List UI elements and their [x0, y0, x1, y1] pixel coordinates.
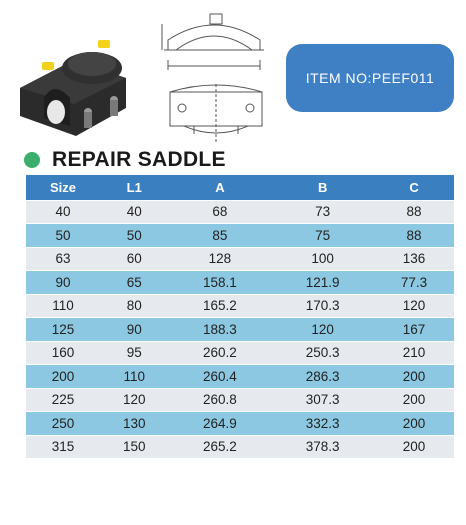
cell-l1: 130 — [100, 412, 169, 436]
cell-l1: 90 — [100, 318, 169, 342]
cell-l1: 65 — [100, 271, 169, 295]
header-c: C — [374, 175, 454, 200]
header-a: A — [169, 175, 272, 200]
cell-l1: 50 — [100, 224, 169, 248]
cell-c: 77.3 — [374, 271, 454, 295]
header-b: B — [271, 175, 374, 200]
cell-b: 307.3 — [271, 388, 374, 412]
cell-l1: 60 — [100, 247, 169, 271]
cell-b: 378.3 — [271, 435, 374, 459]
bullet-icon — [24, 152, 40, 168]
section-header — [24, 148, 226, 172]
technical-drawing-side — [158, 10, 270, 80]
cell-a: 158.1 — [169, 271, 272, 295]
dimensions-table — [26, 175, 454, 459]
cell-c: 200 — [374, 412, 454, 436]
cell-l1: 40 — [100, 200, 169, 224]
cell-c: 200 — [374, 365, 454, 389]
cell-size: 63 — [26, 247, 100, 271]
item-number-badge — [286, 44, 454, 112]
cell-c: 210 — [374, 341, 454, 365]
table-row — [26, 271, 454, 295]
cell-b: 120 — [271, 318, 374, 342]
table-row — [26, 412, 454, 436]
cell-size: 90 — [26, 271, 100, 295]
cell-c: 136 — [374, 247, 454, 271]
technical-drawing-front — [164, 78, 268, 148]
table-row — [26, 435, 454, 459]
cell-b: 121.9 — [271, 271, 374, 295]
table-row — [26, 247, 454, 271]
cell-b: 100 — [271, 247, 374, 271]
cell-b: 332.3 — [271, 412, 374, 436]
cell-a: 260.4 — [169, 365, 272, 389]
cell-b: 286.3 — [271, 365, 374, 389]
cell-a: 265.2 — [169, 435, 272, 459]
cell-size: 110 — [26, 294, 100, 318]
cell-c: 200 — [374, 435, 454, 459]
cell-size: 200 — [26, 365, 100, 389]
cell-c: 167 — [374, 318, 454, 342]
cell-l1: 150 — [100, 435, 169, 459]
table-row — [26, 388, 454, 412]
cell-a: 260.2 — [169, 341, 272, 365]
table-row — [26, 200, 454, 224]
cell-c: 88 — [374, 200, 454, 224]
cell-l1: 120 — [100, 388, 169, 412]
cell-l1: 95 — [100, 341, 169, 365]
cell-size: 250 — [26, 412, 100, 436]
cell-b: 170.3 — [271, 294, 374, 318]
section-title: REPAIR SADDLE — [52, 148, 226, 171]
cell-size: 315 — [26, 435, 100, 459]
cell-size: 160 — [26, 341, 100, 365]
cell-a: 128 — [169, 247, 272, 271]
table-row — [26, 294, 454, 318]
cell-b: 250.3 — [271, 341, 374, 365]
cell-a: 260.8 — [169, 388, 272, 412]
cell-a: 85 — [169, 224, 272, 248]
cell-size: 40 — [26, 200, 100, 224]
cell-a: 165.2 — [169, 294, 272, 318]
table-row — [26, 341, 454, 365]
cell-size: 50 — [26, 224, 100, 248]
cell-a: 188.3 — [169, 318, 272, 342]
cell-b: 73 — [271, 200, 374, 224]
cell-size: 225 — [26, 388, 100, 412]
table-row — [26, 318, 454, 342]
cell-a: 68 — [169, 200, 272, 224]
cell-size: 125 — [26, 318, 100, 342]
cell-c: 200 — [374, 388, 454, 412]
item-number-label: ITEM NO:PEEF011 — [305, 70, 435, 86]
header-size: Size — [26, 175, 100, 200]
product-photo — [14, 38, 142, 146]
cell-b: 75 — [271, 224, 374, 248]
cell-a: 264.9 — [169, 412, 272, 436]
table-header-row — [26, 175, 454, 200]
header-l1: L1 — [100, 175, 169, 200]
cell-c: 120 — [374, 294, 454, 318]
table-row — [26, 365, 454, 389]
cell-c: 88 — [374, 224, 454, 248]
cell-l1: 80 — [100, 294, 169, 318]
table-row — [26, 224, 454, 248]
cell-l1: 110 — [100, 365, 169, 389]
